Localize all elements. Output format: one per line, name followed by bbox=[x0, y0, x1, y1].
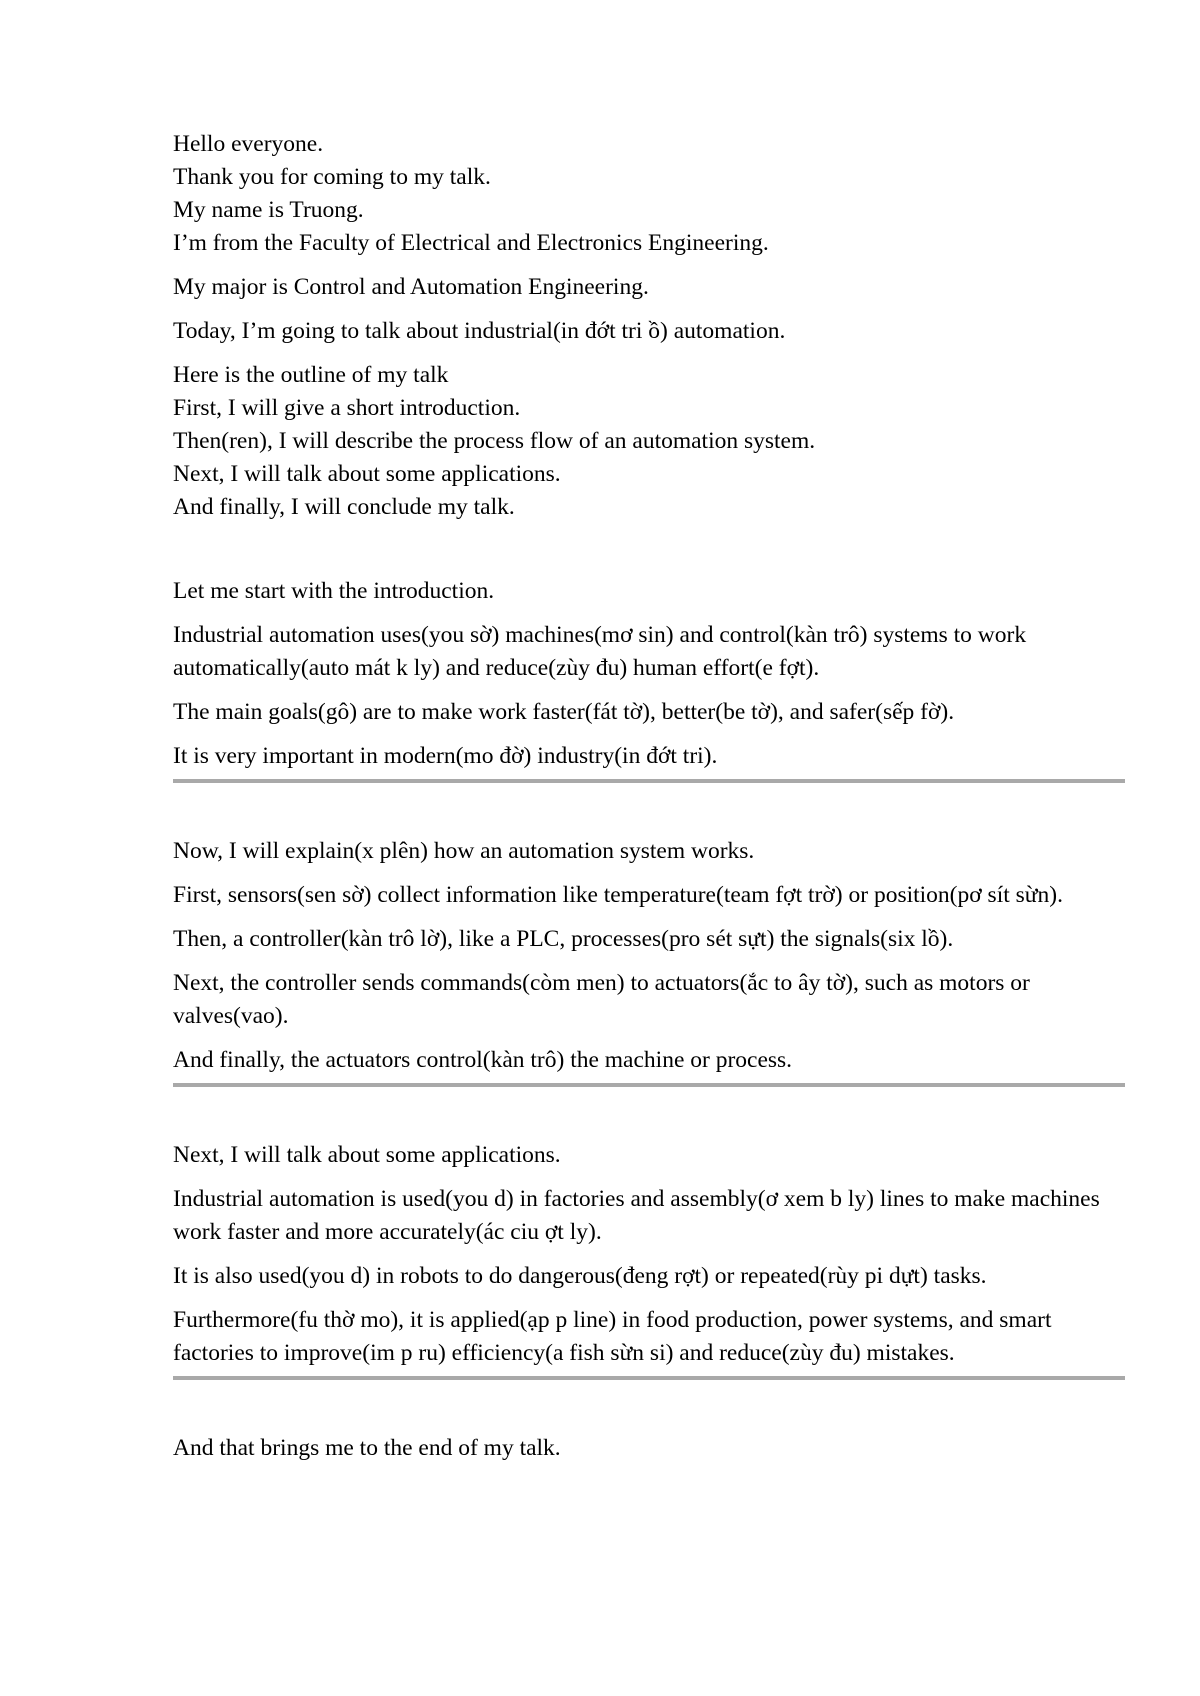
outline-item: Next, I will talk about some applications. bbox=[173, 461, 561, 487]
outline-item: Then(ren), I will describe the process flow of an automation system. bbox=[173, 428, 816, 454]
process-lead: Now, I will explain(x plên) how an automation system works. bbox=[173, 838, 755, 864]
conclusion-line: And that brings me to the end of my talk. bbox=[173, 1435, 561, 1461]
outline-block bbox=[173, 359, 1125, 524]
applications-lead: Next, I will talk about some applications. bbox=[173, 1142, 561, 1168]
spacer bbox=[173, 524, 1125, 575]
process-paragraph: And finally, the actuators control(kàn trô) the machine or process. bbox=[173, 1047, 793, 1073]
spacer bbox=[173, 783, 1125, 835]
outline-heading: Here is the outline of my talk bbox=[173, 362, 449, 388]
intro-block bbox=[173, 128, 1125, 348]
applications-paragraph: It is also used(you d) in robots to do dangerous(đeng rợt) or repeated(rùy pi dựt) tasks. bbox=[173, 1263, 987, 1289]
major-line: My major is Control and Automation Engineering. bbox=[173, 274, 649, 300]
applications-paragraph: Furthermore(fu thờ mo), it is applied(ạp p line) in food production, power systems, and smart factories to improve(im p ru) efficiency(a fish sừn si) and reduce(zùy đu) mistakes. bbox=[173, 1307, 1052, 1366]
introduction-paragraph: It is very important in modern(mo đờ) industry(in đớt tri). bbox=[173, 743, 718, 769]
faculty-line: I’m from the Faculty of Electrical and Electronics Engineering. bbox=[173, 230, 769, 256]
topic-line: Today, I’m going to talk about industrial(in đớt tri ồ) automation. bbox=[173, 318, 786, 344]
greeting-line: Hello everyone. bbox=[173, 131, 324, 157]
document-page bbox=[173, 128, 1125, 1476]
introduction-lead: Let me start with the introduction. bbox=[173, 578, 495, 604]
name-line: My name is Truong. bbox=[173, 197, 364, 223]
process-paragraph: Then, a controller(kàn trô lờ), like a PLC, processes(pro sét sựt) the signals(six lồ). bbox=[173, 926, 954, 952]
conclusion-section bbox=[173, 1432, 1125, 1465]
introduction-paragraph: The main goals(gô) are to make work faster(fát tờ), better(be tờ), and safer(sếp fờ). bbox=[173, 699, 955, 725]
introduction-section bbox=[173, 575, 1125, 783]
applications-section bbox=[173, 1139, 1125, 1380]
process-section bbox=[173, 835, 1125, 1087]
process-paragraph: Next, the controller sends commands(còm men) to actuators(ắc to ây tờ), such as motors or valves(vao). bbox=[173, 970, 1030, 1029]
outline-item: And finally, I will conclude my talk. bbox=[173, 494, 515, 520]
applications-paragraph: Industrial automation is used(you d) in factories and assembly(ơ xem b ly) lines to make machines work faster and more accurately(ác ciu ợt ly). bbox=[173, 1186, 1100, 1245]
process-paragraph: First, sensors(sen sờ) collect information like temperature(team fợt trờ) or position(pơ sít sừn). bbox=[173, 882, 1063, 908]
spacer bbox=[173, 1087, 1125, 1139]
thanks-line: Thank you for coming to my talk. bbox=[173, 164, 491, 190]
spacer bbox=[173, 1380, 1125, 1432]
introduction-paragraph: Industrial automation uses(you sờ) machines(mơ sin) and control(kàn trô) systems to work automatically(auto mát k ly) and reduce(zùy đu) human effort(e fợt). bbox=[173, 622, 1027, 681]
outline-item: First, I will give a short introduction. bbox=[173, 395, 521, 421]
